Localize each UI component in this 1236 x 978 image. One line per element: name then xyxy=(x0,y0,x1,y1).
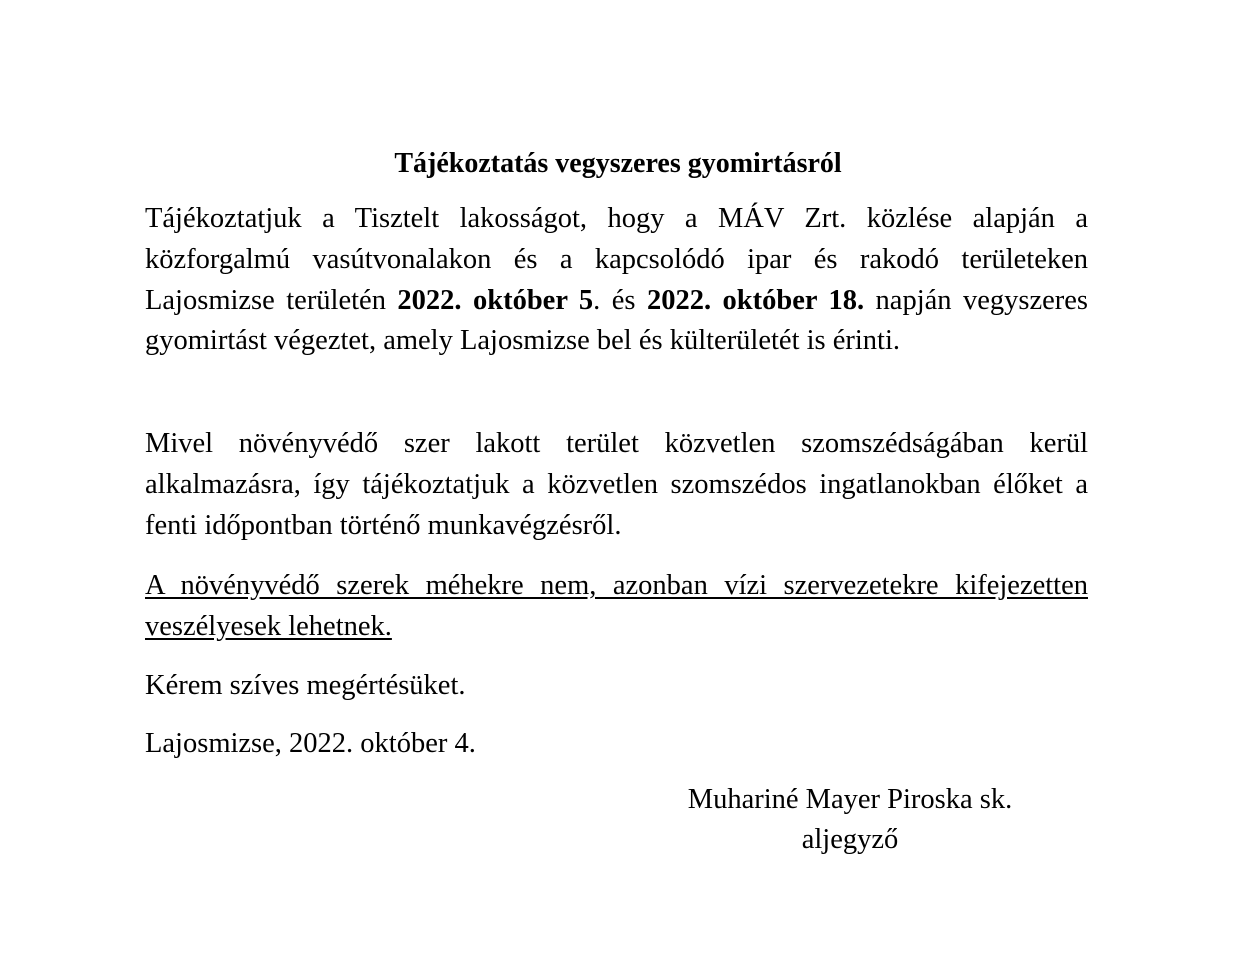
paragraph-notice-part3: napján vegyszeres gyomirtást végeztet, amely Lajosmizse bel és külterületét is érinti. xyxy=(145,284,1088,357)
paragraph-warning: A növényvédő szerek méhekre nem, azonban vízi szervezetekre kifejezetten veszélyesek lehetnek. xyxy=(145,570,1088,642)
paragraph-reason: Mivel növényvédő szer lakott terület közvetlen szomszédságában kerül alkalmazásra, így tájékoztatjuk a közvetlen szomszédos ingatlanokban élőket a fenti időpontban történő munkavégzésről. xyxy=(145,428,1088,541)
paragraph-notice-part1: Tájékoztatjuk a Tisztelt lakosságot, hogy a MÁV Zrt. közlése alapján a közforgalmú vasútvonalakon és a kapcsolódó ipar és rakodó területeken Lajosmizse területén xyxy=(145,203,1088,316)
paragraph-notice xyxy=(145,199,1088,362)
place-date-line: Lajosmizse, 2022. október 4. xyxy=(145,728,476,759)
date-first: 2022. október 5 xyxy=(397,284,594,316)
document-title: Tájékoztatás vegyszeres gyomirtásról xyxy=(394,148,842,179)
paragraph-request: Kérem szíves megértésüket. xyxy=(145,670,466,701)
signature-name: Muhariné Mayer Piroska sk. xyxy=(687,784,1013,815)
signature-role: aljegyző xyxy=(801,824,899,855)
date-second: 2022. október 18. xyxy=(646,284,865,316)
paragraph-notice-part2: . és xyxy=(593,284,647,316)
